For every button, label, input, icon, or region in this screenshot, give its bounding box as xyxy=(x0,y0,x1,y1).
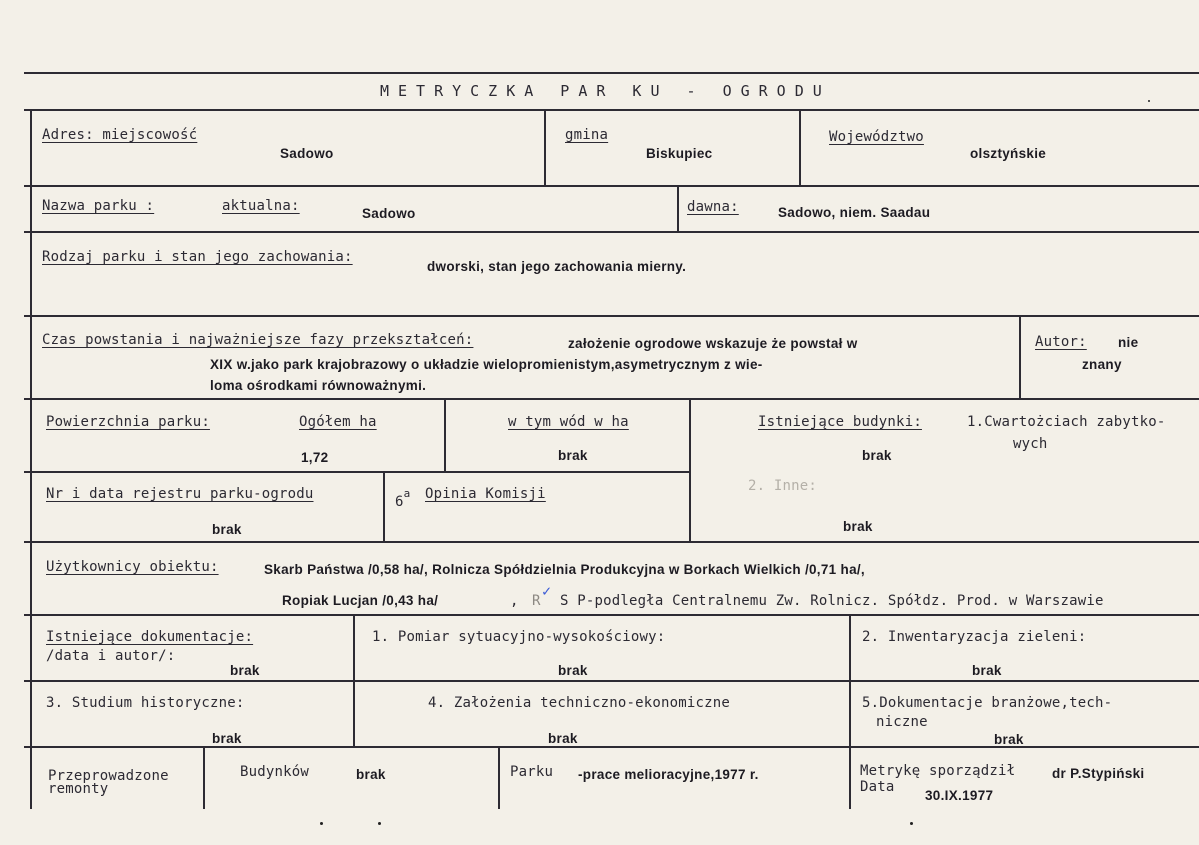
divider-woj xyxy=(799,109,801,185)
users-line-1: Skarb Państwa /0,58 ha/, Rolnicza Spółdzielnia Produkcyjna w Borkach Wielkich /0,71 ha/, xyxy=(264,562,865,577)
divider-author xyxy=(1019,315,1021,398)
row-rule-6 xyxy=(24,541,1199,543)
buildings-note-1: 1.Cwartożciach zabytko- xyxy=(967,414,1166,430)
origin-label: Czas powstania i najważniejsze fazy przekształceń: xyxy=(42,332,474,348)
users-line-2-rest: S P-podległa Centralnemu Zw. Rolnicz. Spółdz. Prod. w Warszawie xyxy=(560,593,1104,609)
area-label: Powierzchnia parku: xyxy=(46,414,210,430)
commission-opinion-label: Opinia Komisji xyxy=(425,486,546,502)
divider-docs-2 xyxy=(849,614,851,746)
punch-dot-2 xyxy=(378,822,381,825)
doc-1-value: brak xyxy=(558,663,588,678)
divider-buildings xyxy=(689,398,691,541)
title-rule xyxy=(24,109,1199,111)
address-label: Adres: miejscowość xyxy=(42,127,198,143)
former-name-label: dawna: xyxy=(687,199,739,215)
register-value: brak xyxy=(212,522,242,537)
author-value-2: znany xyxy=(1082,357,1122,372)
repairs-park-value: -prace melioracyjne,1977 r. xyxy=(578,767,759,782)
park-type-value: dworski, stan jego zachowania mierny. xyxy=(427,259,687,274)
divider-register xyxy=(383,471,385,541)
left-border xyxy=(30,109,32,809)
divider-docs-1 xyxy=(353,614,355,746)
document-title: METRYCZKA PAR KU - OGRODU xyxy=(380,82,831,100)
commission-number-sup: a xyxy=(403,487,411,500)
gmina-value: Biskupiec xyxy=(646,146,713,161)
divider-repairs-3 xyxy=(849,746,851,809)
punch-dot-4 xyxy=(1148,100,1150,102)
other-value: brak xyxy=(843,519,873,534)
users-line-2: Ropiak Lucjan /0,43 ha/ xyxy=(282,593,439,608)
sheet-author-value: dr P.Stypiński xyxy=(1052,766,1145,781)
author-value-1: nie xyxy=(1118,335,1139,350)
other-label: 2. Inne: xyxy=(748,478,818,494)
area-total-value: 1,72 xyxy=(301,450,329,465)
repairs-buildings-value: brak xyxy=(356,767,386,782)
row-rule-5a xyxy=(24,471,690,473)
top-rule xyxy=(24,72,1199,74)
author-label: Autor: xyxy=(1035,334,1087,350)
buildings-note-2: wych xyxy=(1013,436,1048,452)
divider-dawna xyxy=(677,185,679,231)
divider-gmina xyxy=(544,109,546,185)
row-rule-3 xyxy=(24,315,1199,317)
origin-line-1: założenie ogrodowe wskazuje że powstał w xyxy=(568,336,858,351)
users-line-2-sep: , xyxy=(510,593,519,609)
register-label: Nr i data rejestru parku-ogrodu xyxy=(46,486,314,502)
doc-5-label-1: 5.Dokumentacje branżowe,tech- xyxy=(862,695,1113,711)
punch-dot-3 xyxy=(910,822,913,825)
commission-number xyxy=(395,485,410,511)
address-value: Sadowo xyxy=(280,146,334,161)
doc-1-label: 1. Pomiar sytuacyjno-wysokościowy: xyxy=(372,629,666,645)
row-rule-1 xyxy=(24,185,1199,187)
current-name-label: aktualna: xyxy=(222,198,300,214)
row-rule-7 xyxy=(24,614,1199,616)
sheet-author-label: Metrykę sporządził xyxy=(860,763,1016,779)
date-label: Data xyxy=(860,779,895,795)
water-value: brak xyxy=(558,448,588,463)
row-rule-4 xyxy=(24,398,1199,400)
users-line-2-r: R xyxy=(532,593,541,609)
commission-number-value: 6 xyxy=(395,494,404,510)
gmina-label: gmina xyxy=(565,127,609,143)
park-type-label: Rodzaj parku i stan jego zachowania: xyxy=(42,249,353,265)
row-rule-8 xyxy=(24,680,1199,682)
doc-2-value: brak xyxy=(972,663,1002,678)
water-label: w tym wód w ha xyxy=(508,414,629,430)
origin-line-2: XIX w.jako park krajobrazowy o układzie wielopromienistym,asymetrycznym z wie- xyxy=(210,357,763,372)
voivodeship-value: olsztyńskie xyxy=(970,146,1047,161)
users-label: Użytkownicy obiektu: xyxy=(46,559,219,575)
doc-2-label: 2. Inwentaryzacja zieleni: xyxy=(862,629,1087,645)
repairs-label-1: Przeprowadzone xyxy=(48,768,169,784)
doc-4-value: brak xyxy=(548,731,578,746)
area-total-label: Ogółem ha xyxy=(299,414,377,430)
doc-5-label-2: niczne xyxy=(876,714,928,730)
doc-3-value: brak xyxy=(212,731,242,746)
docs-value: brak xyxy=(230,663,260,678)
row-rule-2 xyxy=(24,231,1199,233)
doc-3-label: 3. Studium historyczne: xyxy=(46,695,245,711)
doc-4-label: 4. Założenia techniczno-ekonomiczne xyxy=(428,695,731,711)
date-value: 30.IX.1977 xyxy=(925,788,994,803)
doc-5-value: brak xyxy=(994,732,1024,747)
park-name-label: Nazwa parku : xyxy=(42,198,155,214)
origin-line-3: loma ośrodkami równoważnymi. xyxy=(210,378,427,393)
repairs-buildings-label: Budynków xyxy=(240,764,310,780)
divider-repairs-2 xyxy=(498,746,500,809)
current-name-value: Sadowo xyxy=(362,206,416,221)
voivodeship-label: Województwo xyxy=(829,129,924,145)
correction-mark-icon: ✓ xyxy=(542,582,552,600)
divider-area xyxy=(444,398,446,471)
punch-dot-1 xyxy=(320,822,323,825)
repairs-label-2: remonty xyxy=(48,781,109,797)
divider-repairs-1 xyxy=(203,746,205,809)
buildings-label: Istniejące budynki: xyxy=(758,414,922,430)
docs-label: Istniejące dokumentacje: xyxy=(46,629,254,645)
former-name-value: Sadowo, niem. Saadau xyxy=(778,205,931,220)
buildings-value: brak xyxy=(862,448,892,463)
docs-sub-label: /data i autor/: xyxy=(46,648,176,664)
repairs-park-label: Parku xyxy=(510,764,554,780)
